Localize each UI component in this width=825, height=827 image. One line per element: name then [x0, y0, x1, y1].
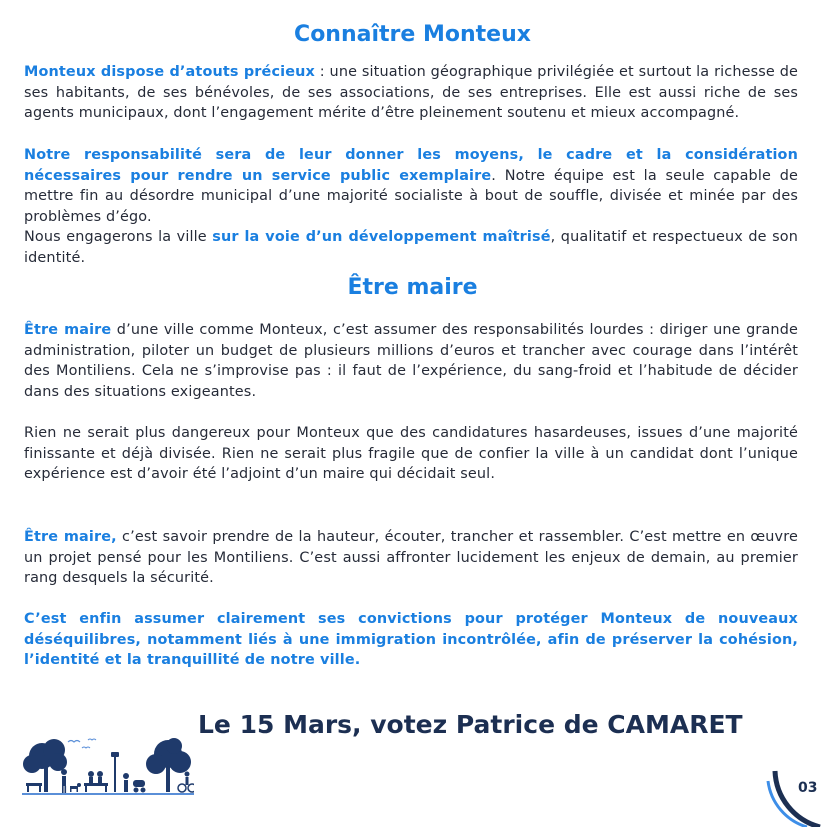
park-illustration-icon [22, 736, 194, 798]
paragraph-developpement [24, 227, 798, 268]
paragraph-highlight: Monteux dispose d’atouts précieux [24, 64, 315, 80]
section-title-connaitre: Connaître Monteux [294, 22, 531, 47]
paragraph-text: . Notre équipe est la seule capable de mettre fin au désordre municipal d’une majorité socialiste à bout de souffle, divisée et minée par des problèmes d’égo. [24, 167, 798, 225]
paragraph-text: d’une ville comme Monteux, c’est assumer des responsabilités lourdes : diriger une grande administration, piloter un budget de plusieurs millions d’euros et trancher avec courage dans l’intérêt des Montiliens. Cela ne s’improvise pas : il faut de l’expérience, du sang-froid et l’habitude de décider dans des situations exigeantes. [24, 322, 798, 400]
page-number: 03 [798, 780, 818, 796]
paragraph-highlight: Être maire, [24, 529, 117, 545]
paragraph-highlight: Être maire [24, 322, 112, 338]
paragraph-highlight: sur la voie d’un développement maîtrisé [212, 229, 551, 245]
vote-call-to-action: Le 15 Mars, votez Patrice de CAMARET [198, 710, 743, 739]
paragraph-responsabilite [24, 145, 798, 227]
paragraph-convictions: C’est enfin assumer clairement ses convictions pour protéger Monteux de nouveaux déséquilibres, notamment liés à une immigration incontrôlée, afin de préserver la cohésion, l’identité et la tranquillité de notre ville. [24, 611, 798, 669]
blue-arc-corner-icon [765, 766, 825, 827]
paragraph-text: : une situation géographique privilégiée et surtout la richesse de ses habitants, de ses bénévoles, de ses associations, de ses entreprises. Elle est aussi riche de ses agents municipaux, dont l’engagement mérite d’être pleinement soutenu et mieux accompagné. [24, 64, 798, 122]
paragraph-hauteur [24, 527, 798, 589]
paragraph-highlight: Notre responsabilité sera de leur donner les moyens, le cadre et la considération nécessaires pour rendre un service public exemplaire [24, 147, 798, 184]
paragraph-dangereux: Rien ne serait plus dangereux pour Monteux que des candidatures hasardeuses, issues d’une majorité finissante et déjà divisée. Rien ne serait plus fragile que de confier la ville à un candidat dont l’unique expérience est d’avoir été l’adjoint d’un maire qui décidait seul. [24, 425, 798, 483]
paragraph-text: Nous engagerons la ville [24, 229, 213, 245]
paragraph-text: c’est savoir prendre de la hauteur, écouter, trancher et rassembler. C’est mettre en œuvre un projet pensé pour les Montiliens. C’est aussi affronter lucidement les enjeux de demain, au premier rang desquels la sécurité. [24, 529, 798, 587]
paragraph-etre-maire [24, 320, 798, 402]
paragraph-text: , qualitatif et respectueux de son identité. [24, 229, 799, 266]
section-title-etre-maire: Être maire [347, 275, 478, 300]
paragraph-atouts [24, 62, 798, 124]
